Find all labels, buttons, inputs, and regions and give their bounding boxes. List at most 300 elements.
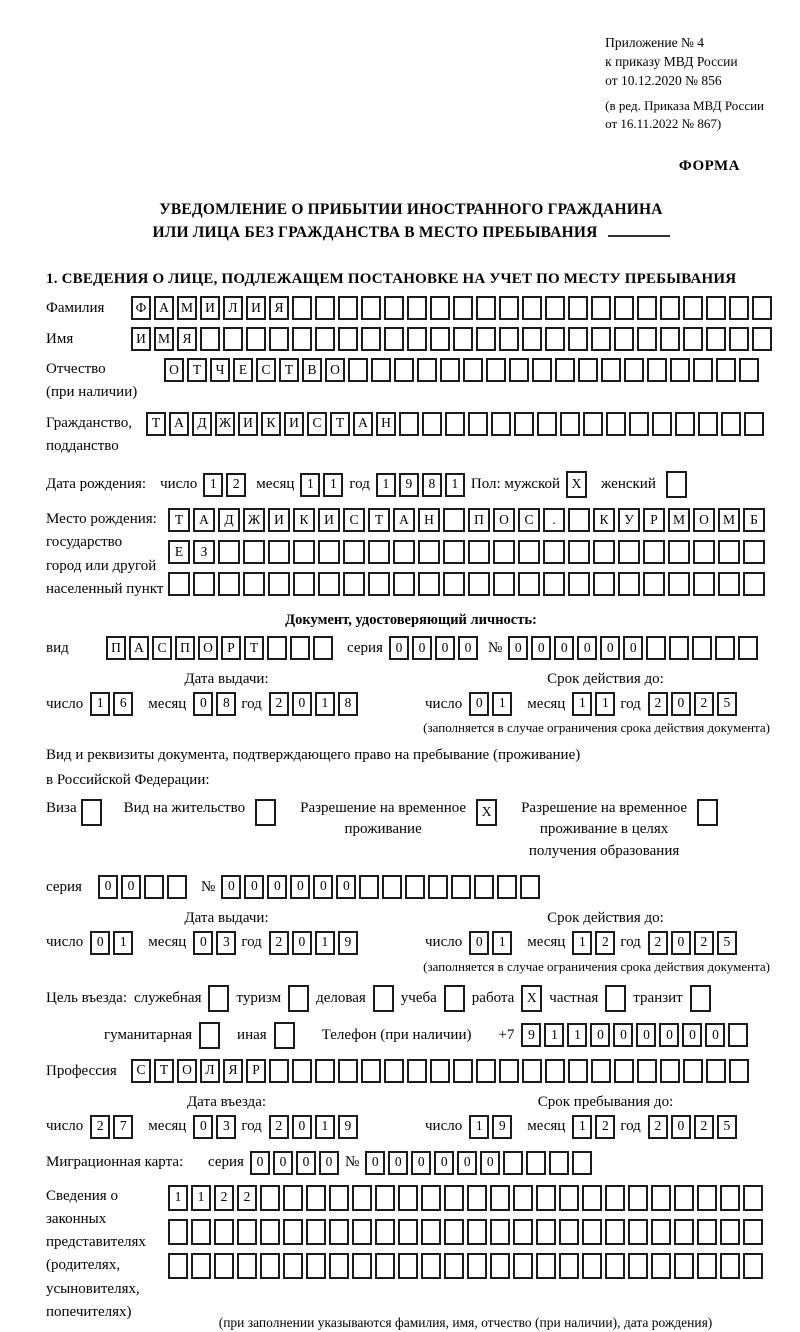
char-cell[interactable]: 0 [613,1023,633,1047]
representatives-cells-row1[interactable] [168,1185,763,1211]
char-cell[interactable] [706,296,726,320]
char-cell[interactable]: 0 [121,875,141,899]
char-cell[interactable] [559,1253,579,1279]
char-cell[interactable] [293,572,315,596]
entry-month-cells[interactable] [193,1115,236,1139]
char-cell[interactable]: 1 [572,1115,592,1139]
char-cell[interactable] [493,572,515,596]
char-cell[interactable] [637,296,657,320]
char-cell[interactable] [752,327,772,351]
char-cell[interactable] [315,296,335,320]
char-cell[interactable]: 1 [315,692,335,716]
char-cell[interactable] [453,1059,473,1083]
char-cell[interactable] [651,1219,671,1245]
char-cell[interactable] [693,358,713,382]
char-cell[interactable] [352,1253,372,1279]
char-cell[interactable] [591,296,611,320]
char-cell[interactable]: О [693,508,715,532]
char-cell[interactable] [384,1059,404,1083]
char-cell[interactable]: Т [146,412,166,436]
char-cell[interactable] [267,636,287,660]
option-temp-residence-checkbox[interactable]: X [476,799,497,826]
char-cell[interactable]: М [177,296,197,320]
char-cell[interactable]: П [468,508,490,532]
char-cell[interactable] [543,572,565,596]
char-cell[interactable]: 2 [595,931,615,955]
char-cell[interactable]: С [343,508,365,532]
char-cell[interactable] [443,572,465,596]
char-cell[interactable] [651,1253,671,1279]
char-cell[interactable] [168,572,190,596]
char-cell[interactable] [243,540,265,564]
char-cell[interactable]: К [593,508,615,532]
char-cell[interactable] [421,1185,441,1211]
char-cell[interactable] [218,572,240,596]
char-cell[interactable] [490,1253,510,1279]
char-cell[interactable]: Л [200,1059,220,1083]
char-cell[interactable]: Т [244,636,264,660]
char-cell[interactable]: 0 [457,1151,477,1175]
char-cell[interactable]: 9 [338,931,358,955]
char-cell[interactable] [718,540,740,564]
char-cell[interactable] [497,875,517,899]
char-cell[interactable] [237,1219,257,1245]
char-cell[interactable] [490,1219,510,1245]
birthplace-cells-row3[interactable] [168,572,765,596]
char-cell[interactable]: Б [743,508,765,532]
char-cell[interactable] [698,412,718,436]
char-cell[interactable] [407,1059,427,1083]
char-cell[interactable] [614,296,634,320]
char-cell[interactable] [560,412,580,436]
char-cell[interactable] [405,875,425,899]
char-cell[interactable]: 0 [531,636,551,660]
char-cell[interactable] [237,1253,257,1279]
firstname-cells[interactable] [131,327,772,351]
char-cell[interactable]: 0 [682,1023,702,1047]
char-cell[interactable] [545,1059,565,1083]
char-cell[interactable] [568,508,590,532]
char-cell[interactable] [260,1253,280,1279]
residence-valid-month-cells[interactable] [572,931,615,955]
char-cell[interactable] [398,1219,418,1245]
char-cell[interactable]: З [193,540,215,564]
citizenship-cells[interactable] [146,412,764,436]
char-cell[interactable]: Т [154,1059,174,1083]
char-cell[interactable] [445,412,465,436]
char-cell[interactable]: 1 [203,473,223,497]
purpose-study-checkbox[interactable] [444,985,465,1012]
char-cell[interactable] [568,540,590,564]
char-cell[interactable]: 2 [648,931,668,955]
char-cell[interactable] [669,636,689,660]
char-cell[interactable]: 0 [671,692,691,716]
profession-cells[interactable] [131,1059,749,1083]
char-cell[interactable]: 1 [445,473,465,497]
char-cell[interactable] [743,1253,763,1279]
char-cell[interactable] [738,636,758,660]
patronymic-cells[interactable] [164,358,759,382]
char-cell[interactable] [668,572,690,596]
char-cell[interactable] [697,1185,717,1211]
char-cell[interactable] [582,1219,602,1245]
purpose-private-checkbox[interactable] [605,985,626,1012]
char-cell[interactable] [306,1253,326,1279]
char-cell[interactable] [618,540,640,564]
surname-cells[interactable] [131,296,772,320]
char-cell[interactable]: 1 [300,473,320,497]
char-cell[interactable]: 0 [296,1151,316,1175]
valid-year-cells[interactable] [648,692,737,716]
char-cell[interactable]: Д [192,412,212,436]
char-cell[interactable]: 1 [492,931,512,955]
char-cell[interactable] [343,572,365,596]
char-cell[interactable]: А [154,296,174,320]
sex-male-checkbox[interactable]: X [566,471,587,498]
char-cell[interactable] [476,327,496,351]
char-cell[interactable] [476,296,496,320]
char-cell[interactable] [536,1219,556,1245]
char-cell[interactable] [522,327,542,351]
char-cell[interactable] [522,296,542,320]
char-cell[interactable]: 0 [388,1151,408,1175]
char-cell[interactable] [692,636,712,660]
char-cell[interactable] [606,412,626,436]
residence-issue-year-cells[interactable] [269,931,358,955]
char-cell[interactable]: 8 [422,473,442,497]
residence-issue-month-cells[interactable] [193,931,236,955]
char-cell[interactable] [467,1219,487,1245]
char-cell[interactable]: 0 [193,692,213,716]
char-cell[interactable] [729,296,749,320]
purpose-official-checkbox[interactable] [208,985,229,1012]
char-cell[interactable] [536,1185,556,1211]
birthplace-cells-row1[interactable] [168,508,765,532]
char-cell[interactable] [283,1185,303,1211]
char-cell[interactable] [651,1185,671,1211]
char-cell[interactable]: А [169,412,189,436]
char-cell[interactable]: 1 [315,1115,335,1139]
char-cell[interactable] [393,572,415,596]
char-cell[interactable]: Ж [215,412,235,436]
char-cell[interactable] [359,875,379,899]
char-cell[interactable] [430,1059,450,1083]
residence-number-cells[interactable] [221,875,540,899]
char-cell[interactable] [545,296,565,320]
purpose-tourism-checkbox[interactable] [288,985,309,1012]
char-cell[interactable]: 0 [389,636,409,660]
char-cell[interactable] [168,1219,188,1245]
char-cell[interactable]: 8 [338,692,358,716]
phone-cells[interactable] [521,1023,748,1047]
char-cell[interactable]: 0 [577,636,597,660]
char-cell[interactable]: С [152,636,172,660]
char-cell[interactable] [476,1059,496,1083]
char-cell[interactable] [513,1219,533,1245]
char-cell[interactable] [601,358,621,382]
char-cell[interactable]: 0 [469,692,489,716]
issue-day-cells[interactable] [90,692,133,716]
char-cell[interactable] [593,572,615,596]
char-cell[interactable]: Р [246,1059,266,1083]
char-cell[interactable] [444,1253,464,1279]
char-cell[interactable]: П [175,636,195,660]
char-cell[interactable]: . [543,508,565,532]
char-cell[interactable] [352,1185,372,1211]
char-cell[interactable] [453,327,473,351]
char-cell[interactable] [543,540,565,564]
char-cell[interactable] [468,540,490,564]
char-cell[interactable] [674,1253,694,1279]
birthplace-cells-row2[interactable] [168,540,765,564]
char-cell[interactable]: У [618,508,640,532]
char-cell[interactable] [467,1185,487,1211]
char-cell[interactable] [670,358,690,382]
char-cell[interactable] [660,296,680,320]
char-cell[interactable] [315,1059,335,1083]
char-cell[interactable] [421,1253,441,1279]
purpose-transit-checkbox[interactable] [690,985,711,1012]
issue-month-cells[interactable] [193,692,236,716]
char-cell[interactable] [399,412,419,436]
char-cell[interactable]: М [154,327,174,351]
char-cell[interactable] [674,1219,694,1245]
char-cell[interactable] [697,1219,717,1245]
char-cell[interactable] [743,1185,763,1211]
char-cell[interactable]: 0 [193,1115,213,1139]
char-cell[interactable] [343,540,365,564]
char-cell[interactable] [306,1219,326,1245]
char-cell[interactable]: 2 [237,1185,257,1211]
purpose-business-checkbox[interactable] [373,985,394,1012]
char-cell[interactable]: 8 [216,692,236,716]
char-cell[interactable] [582,1253,602,1279]
char-cell[interactable]: 2 [694,692,714,716]
char-cell[interactable] [338,327,358,351]
char-cell[interactable] [555,358,575,382]
stay-year-cells[interactable] [648,1115,737,1139]
char-cell[interactable] [384,296,404,320]
char-cell[interactable] [269,1059,289,1083]
char-cell[interactable] [269,327,289,351]
char-cell[interactable] [418,572,440,596]
char-cell[interactable]: 2 [90,1115,110,1139]
char-cell[interactable] [268,572,290,596]
char-cell[interactable] [537,412,557,436]
char-cell[interactable]: 0 [313,875,333,899]
birth-day-cells[interactable] [203,473,246,497]
char-cell[interactable]: И [318,508,340,532]
char-cell[interactable] [499,327,519,351]
char-cell[interactable] [428,875,448,899]
char-cell[interactable] [338,1059,358,1083]
char-cell[interactable] [637,1059,657,1083]
char-cell[interactable] [628,1253,648,1279]
char-cell[interactable] [675,412,695,436]
char-cell[interactable]: 1 [376,473,396,497]
char-cell[interactable]: Т [168,508,190,532]
char-cell[interactable] [559,1219,579,1245]
char-cell[interactable] [518,540,540,564]
char-cell[interactable]: 5 [717,931,737,955]
doc-type-cells[interactable] [106,636,333,660]
char-cell[interactable]: А [353,412,373,436]
char-cell[interactable] [493,540,515,564]
char-cell[interactable] [361,327,381,351]
char-cell[interactable] [214,1253,234,1279]
char-cell[interactable] [591,1059,611,1083]
char-cell[interactable]: 1 [492,692,512,716]
char-cell[interactable] [629,412,649,436]
char-cell[interactable] [417,358,437,382]
char-cell[interactable] [440,358,460,382]
char-cell[interactable]: Д [218,508,240,532]
char-cell[interactable] [582,1185,602,1211]
char-cell[interactable] [306,1185,326,1211]
char-cell[interactable] [468,412,488,436]
char-cell[interactable]: 2 [269,931,289,955]
char-cell[interactable]: Я [269,296,289,320]
char-cell[interactable] [490,1185,510,1211]
char-cell[interactable] [268,540,290,564]
char-cell[interactable] [743,540,765,564]
char-cell[interactable] [422,412,442,436]
char-cell[interactable]: А [129,636,149,660]
residence-issue-day-cells[interactable] [90,931,133,955]
char-cell[interactable] [393,540,415,564]
char-cell[interactable]: 0 [469,931,489,955]
char-cell[interactable]: Л [223,296,243,320]
char-cell[interactable]: 0 [411,1151,431,1175]
char-cell[interactable] [368,540,390,564]
char-cell[interactable] [744,412,764,436]
char-cell[interactable]: О [198,636,218,660]
char-cell[interactable] [315,327,335,351]
char-cell[interactable] [614,1059,634,1083]
char-cell[interactable]: И [268,508,290,532]
char-cell[interactable] [491,412,511,436]
char-cell[interactable]: 0 [319,1151,339,1175]
char-cell[interactable] [375,1185,395,1211]
char-cell[interactable] [318,540,340,564]
char-cell[interactable]: 9 [521,1023,541,1047]
char-cell[interactable]: 2 [269,1115,289,1139]
char-cell[interactable]: 1 [469,1115,489,1139]
char-cell[interactable] [200,327,220,351]
char-cell[interactable] [593,540,615,564]
char-cell[interactable] [144,875,164,899]
char-cell[interactable]: 1 [572,692,592,716]
char-cell[interactable] [729,1059,749,1083]
sex-female-checkbox[interactable] [666,471,687,498]
char-cell[interactable]: С [518,508,540,532]
char-cell[interactable] [443,540,465,564]
char-cell[interactable] [605,1253,625,1279]
char-cell[interactable]: 1 [567,1023,587,1047]
char-cell[interactable] [513,1253,533,1279]
char-cell[interactable]: 0 [336,875,356,899]
char-cell[interactable] [706,1059,726,1083]
char-cell[interactable]: 3 [216,1115,236,1139]
char-cell[interactable] [683,296,703,320]
char-cell[interactable]: 1 [315,931,335,955]
char-cell[interactable] [605,1185,625,1211]
char-cell[interactable] [474,875,494,899]
char-cell[interactable] [545,327,565,351]
purpose-humanitarian-checkbox[interactable] [199,1022,220,1049]
char-cell[interactable]: 9 [338,1115,358,1139]
char-cell[interactable]: М [668,508,690,532]
char-cell[interactable]: С [307,412,327,436]
char-cell[interactable] [371,358,391,382]
valid-month-cells[interactable] [572,692,615,716]
char-cell[interactable] [578,358,598,382]
char-cell[interactable]: 0 [292,1115,312,1139]
char-cell[interactable]: 0 [480,1151,500,1175]
char-cell[interactable] [647,358,667,382]
char-cell[interactable] [706,327,726,351]
char-cell[interactable]: 0 [365,1151,385,1175]
char-cell[interactable]: С [256,358,276,382]
char-cell[interactable] [318,572,340,596]
char-cell[interactable]: 0 [705,1023,725,1047]
char-cell[interactable]: К [293,508,315,532]
char-cell[interactable]: 3 [216,931,236,955]
char-cell[interactable]: 0 [434,1151,454,1175]
char-cell[interactable] [398,1185,418,1211]
char-cell[interactable]: О [325,358,345,382]
char-cell[interactable]: Е [233,358,253,382]
char-cell[interactable]: 2 [595,1115,615,1139]
char-cell[interactable]: 0 [292,931,312,955]
char-cell[interactable] [591,327,611,351]
char-cell[interactable]: Я [177,327,197,351]
char-cell[interactable] [720,1185,740,1211]
char-cell[interactable] [499,1059,519,1083]
char-cell[interactable]: 2 [269,692,289,716]
char-cell[interactable] [444,1219,464,1245]
stay-month-cells[interactable] [572,1115,615,1139]
char-cell[interactable]: 0 [98,875,118,899]
stay-day-cells[interactable] [469,1115,512,1139]
char-cell[interactable] [743,572,765,596]
char-cell[interactable] [568,572,590,596]
char-cell[interactable] [361,296,381,320]
char-cell[interactable]: 2 [694,1115,714,1139]
char-cell[interactable]: 0 [600,636,620,660]
char-cell[interactable] [743,1219,763,1245]
char-cell[interactable]: 0 [193,931,213,955]
char-cell[interactable]: 2 [226,473,246,497]
char-cell[interactable]: Ф [131,296,151,320]
char-cell[interactable]: М [718,508,740,532]
representatives-cells-row3[interactable] [168,1253,763,1279]
char-cell[interactable]: 2 [648,692,668,716]
char-cell[interactable]: 0 [659,1023,679,1047]
char-cell[interactable] [338,296,358,320]
char-cell[interactable] [260,1219,280,1245]
char-cell[interactable]: О [177,1059,197,1083]
char-cell[interactable]: 0 [273,1151,293,1175]
char-cell[interactable] [451,875,471,899]
valid-day-cells[interactable] [469,692,512,716]
char-cell[interactable] [292,296,312,320]
char-cell[interactable] [718,572,740,596]
char-cell[interactable] [283,1253,303,1279]
char-cell[interactable] [520,875,540,899]
representatives-cells-row2[interactable] [168,1219,763,1245]
char-cell[interactable]: А [393,508,415,532]
